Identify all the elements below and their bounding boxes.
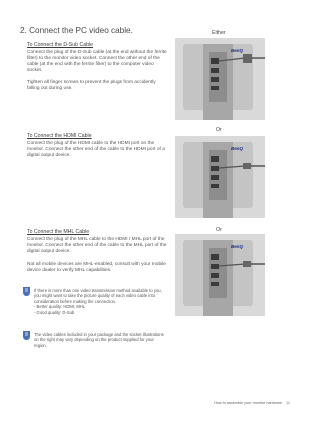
subheading-hdmi: To Connect the HDMI Cable <box>27 133 92 139</box>
subheading-dsub: To Connect the D-Sub Cable <box>27 42 94 48</box>
page-number: 11 <box>286 401 290 405</box>
paragraph-dsub-1: Connect the plug of the D-Sub cable (at the end without the ferrite filter) to the monitor video socket. Connect the other end of the cable (at the end with the ferrite filter) to the computer video socket. <box>27 50 167 74</box>
paragraph-mhl-1: Connect the plug of the MHL cable to the HDMI / MHL port of the monitor. Connect the other end of the cable to the MHL port of the digital output device. <box>27 237 167 255</box>
brand-logo: BenQ <box>231 244 244 249</box>
label-either: Either <box>212 30 226 36</box>
note-1-line: If there is more than one video transmission method available to you, you might want to take the picture quality of each video cable into consideration before making the connection. <box>34 288 162 304</box>
footer-text: How to assemble your monitor hardware <box>214 401 283 405</box>
note-2 <box>34 332 164 348</box>
brand-logo: BenQ <box>231 146 244 151</box>
label-or-hdmi: Or <box>216 127 222 133</box>
paragraph-mhl-2: Not all mobile devices are MHL-enabled, consult with your mobile device dealer to verify MHL capabilities. <box>27 262 166 274</box>
note-1-line: - Better quality: HDMI, MHL <box>34 304 86 310</box>
section-heading: 2. Connect the PC video cable. <box>20 26 133 35</box>
note-1 <box>34 288 164 315</box>
subheading-mhl: To Connect the MHL Cable <box>27 229 90 235</box>
note-2-line: The video cables included in your package and the socket illustrations on the right may vary depending on the product supplied for your region. <box>34 332 164 348</box>
monitor-illustration-dsub <box>175 38 265 120</box>
monitor-illustration-hdmi <box>175 136 265 218</box>
brand-logo: BenQ <box>231 48 244 53</box>
paragraph-dsub-2: Tighten all finger screws to prevent the plugs from accidently falling out during use. <box>27 80 156 92</box>
monitor-illustration-mhl <box>175 234 265 316</box>
paragraph-hdmi-1: Connect the plug of the HDMI cable to the HDMI port on the monitor. Connect the other end of the cable to the HDMI port of a digital output device. <box>27 141 165 159</box>
note-icon <box>22 284 31 295</box>
label-or-mhl: Or <box>216 227 222 233</box>
note-icon <box>22 328 31 339</box>
note-1-line: - Good quality: D-Sub <box>34 309 75 315</box>
